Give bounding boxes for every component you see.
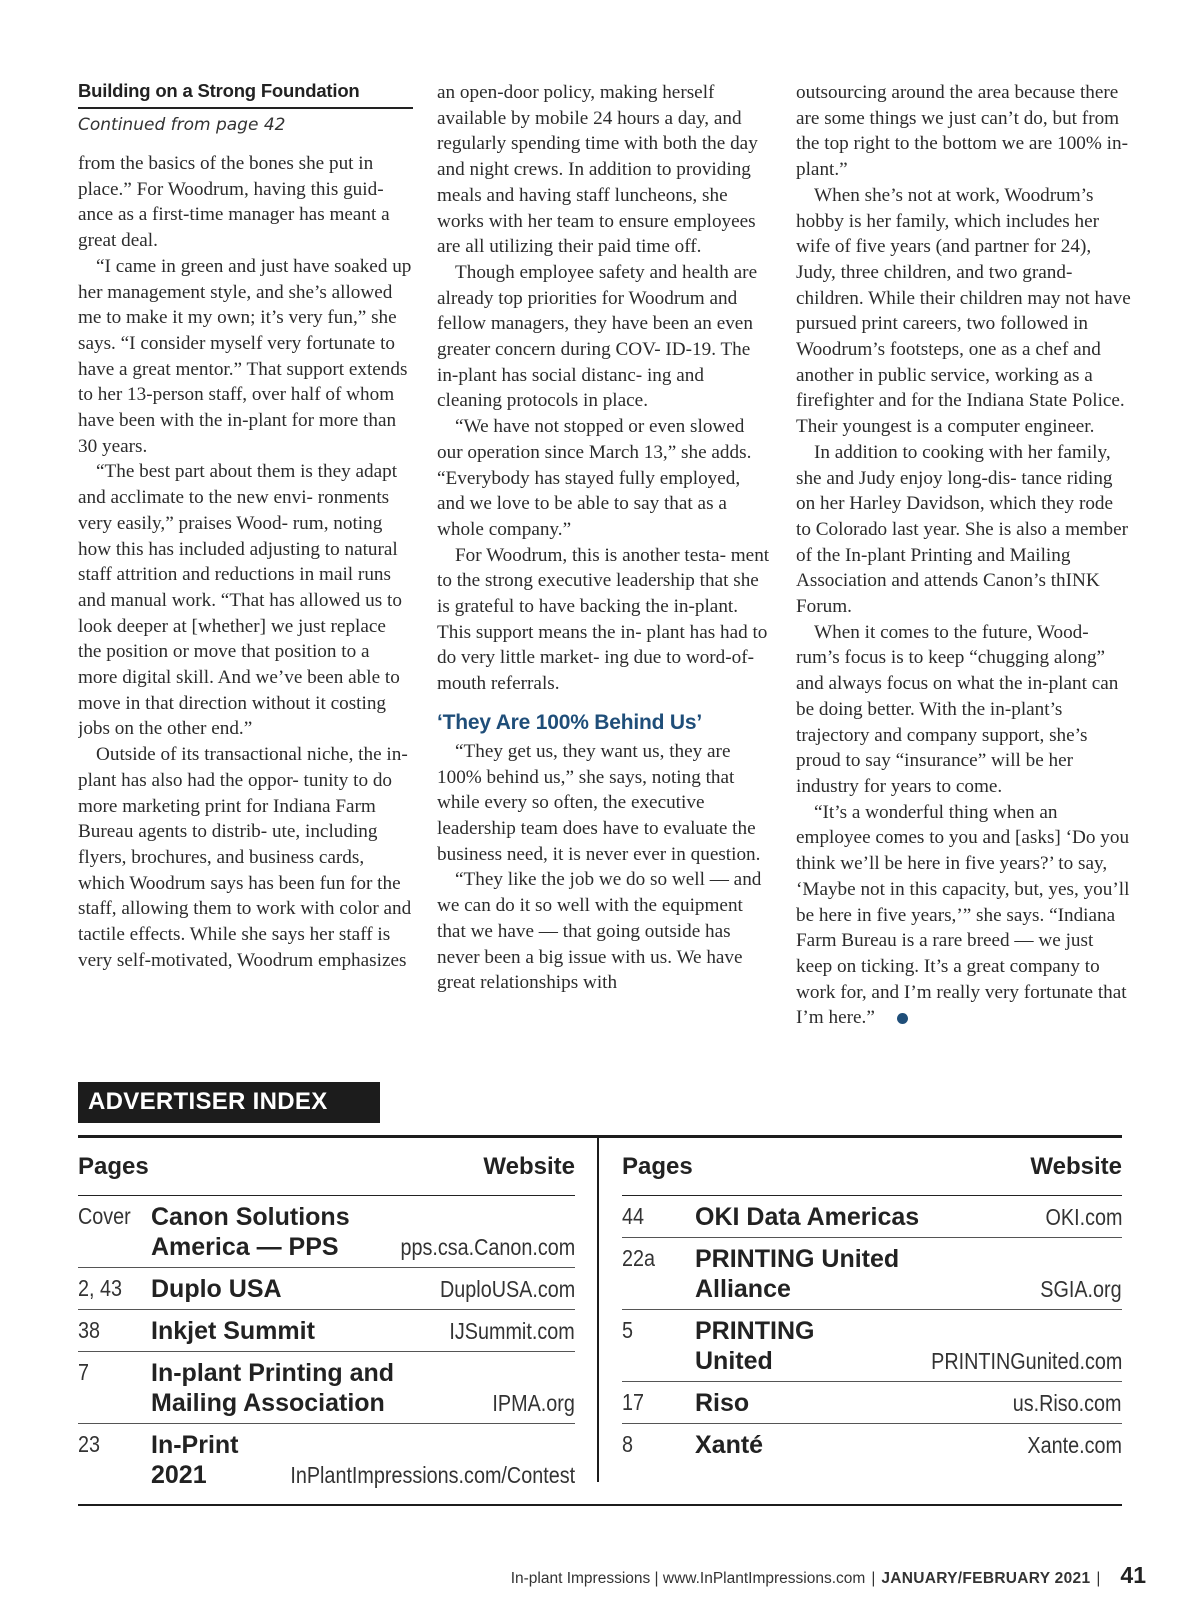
advertiser-name	[151, 1430, 244, 1490]
advertiser-name-line: PRINTING	[695, 1317, 815, 1345]
advertiser-name-line: PRINTING United	[695, 1245, 900, 1273]
article-paragraph: “We have not stopped or even slowed our operation since March 13,” she adds. “Everybody has stayed fully employed, and we love to be able to say that as a whole company.”	[437, 416, 752, 540]
advertiser-row	[622, 1196, 1122, 1238]
advertiser-row	[78, 1310, 575, 1352]
article-column-1	[78, 80, 413, 1055]
advertiser-website-link[interactable]: DuploUSA.com	[439, 1276, 575, 1302]
table-bottom-rule	[78, 1504, 1122, 1506]
advertiser-name	[151, 1202, 372, 1262]
advertiser-row	[622, 1310, 1122, 1382]
article-paragraph: an open-door policy, making herself available by mobile 24 hours a day, and regularly spending time with both the day and night crews. In addition to providing meals and having staff luncheons, she works with her team to ensure employees are all utilizing their paid time off.	[437, 82, 758, 258]
article-subhead: ‘They Are 100% Behind Us’	[437, 710, 702, 734]
advertiser-row	[78, 1352, 575, 1424]
continued-from-note: Continued from page 42	[78, 115, 286, 135]
advertiser-name	[695, 1430, 1012, 1460]
table-header	[622, 1138, 1122, 1196]
article-paragraph: When it comes to the future, Wood- rum’s focus is to keep “chugging along” and always focus on what the in-plant can be doing better. With the in-plant’s trajectory and company support, she’s proud to say “insurance” will be her industry for years to come.	[796, 621, 1119, 797]
article-column-2	[437, 80, 772, 1055]
advertiser-name-line: Duplo USA	[151, 1275, 282, 1303]
advertiser-website-link[interactable]: PRINTINGunited.com	[930, 1348, 1122, 1374]
article-final-text: “It’s a wonderful thing when an employee comes to you and [asks] ‘Do you think we’ll be here in five years?’ to say, ‘Maybe not in this capacity, but, yes, you’ll be here in five years,’” she says. “Indiana Farm Bureau is a rare breed — we just keep on ticking. It’s a great company to work for, and I’m really very fortunate that I’m here.”	[796, 801, 1130, 1029]
advertiser-page: 22a	[622, 1245, 656, 1271]
advertiser-page: 23	[78, 1431, 101, 1457]
footer-publication: In-plant Impressions | www.InPlantImpressions.com	[510, 1570, 866, 1587]
advertiser-page: 7	[78, 1359, 90, 1385]
advertiser-page: Cover	[78, 1203, 131, 1229]
advertiser-website-link[interactable]: SGIA.org	[1040, 1276, 1122, 1302]
article-paragraph: Though employee safety and health are already top priorities for Woodrum and fellow managers, they have been an even greater concern during COV- ID-19. The in-plant has social distanc- ing and cleaning protocols in place.	[437, 261, 758, 412]
advertiser-website-link[interactable]: pps.csa.Canon.com	[400, 1234, 575, 1260]
advertiser-name	[695, 1244, 1027, 1304]
article-paragraph: Outside of its transactional niche, the in-plant has also had the oppor- tunity to do more marketing print for Indiana Farm Bureau agents to distrib- ute, including flyers, brochures, and business cards, which Woodrum says has been fun for the staff, allowing them to work with color and tactile effects. While she says her staff is very self-motivated, Woodrum emphasizes	[78, 744, 412, 971]
header-pages: Pages	[622, 1152, 693, 1180]
article-paragraph	[796, 800, 1131, 1031]
footer-separator: |	[871, 1570, 876, 1587]
advertiser-website-link[interactable]: IJSummit.com	[449, 1318, 575, 1344]
advertiser-name	[151, 1274, 418, 1304]
advertiser-website-link[interactable]: us.Riso.com	[1013, 1390, 1122, 1416]
advertiser-page: 17	[622, 1389, 645, 1415]
article-paragraph: outsourcing around the area because there are some things we just can’t do, but from the top right to the bottom we are 100% in-plant.”	[796, 82, 1128, 181]
advertiser-website-link[interactable]: Xante.com	[1027, 1432, 1122, 1458]
advertiser-name	[695, 1388, 995, 1418]
advertiser-name-line: Canon Solutions	[151, 1203, 350, 1231]
advertiser-name	[151, 1358, 479, 1418]
advertiser-name	[695, 1316, 900, 1376]
advertiser-website-link[interactable]: OKI.com	[1045, 1204, 1122, 1230]
page-number: 41	[1120, 1562, 1146, 1588]
advertiser-page: 44	[622, 1203, 645, 1229]
advertiser-name-line: 2021	[151, 1461, 207, 1489]
advertiser-index-title: ADVERTISER INDEX	[78, 1082, 380, 1123]
advertiser-name-line: In-Print	[151, 1431, 239, 1459]
advertiser-row	[622, 1382, 1122, 1424]
advertiser-rows-right	[622, 1196, 1122, 1465]
advertiser-row	[622, 1424, 1122, 1465]
article-paragraph: In addition to cooking with her family, she and Judy enjoy long-dis- tance riding on her Harley Davidson, which they rode to Colorado last year. She is also a member of the In-plant Printing and Mailing Association and attends Canon’s thINK Forum.	[796, 441, 1128, 618]
advertiser-name-line: United	[695, 1347, 773, 1375]
advertiser-table-left	[78, 1138, 575, 1495]
advertiser-name-line: Inkjet Summit	[151, 1317, 315, 1345]
advertiser-page: 8	[622, 1431, 634, 1457]
article-paragraph: “The best part about them is they adapt and acclimate to the new envi- ronments very easily,” praises Wood- rum, noting how this has included adjusting to natural staff attrition and reductions in mail runs and manual work. “That has allowed us to look deeper at [whether] we just replace the position or move that position to a more digital skill. And we’ve been able to move in that direction without it costing jobs on the other end.”	[78, 461, 402, 740]
page-footer	[511, 1562, 1146, 1589]
advertiser-name	[151, 1316, 429, 1346]
footer-separator: |	[1096, 1570, 1101, 1587]
header-website: Website	[1030, 1152, 1122, 1180]
advertiser-name-line: Riso	[695, 1389, 750, 1417]
advertiser-row	[622, 1238, 1122, 1310]
table-header	[78, 1138, 575, 1196]
advertiser-name-line: In-plant Printing and	[151, 1359, 395, 1387]
advertiser-name	[695, 1202, 1033, 1232]
continued-article-title: Building on a Strong Foundation	[78, 80, 413, 109]
advertiser-row	[78, 1196, 575, 1268]
advertiser-name-line: Mailing Association	[151, 1389, 385, 1417]
article-paragraph: For Woodrum, this is another testa- ment to the strong executive leadership that she is grateful to have backing the in-plant. This support means the in- plant has had to do very little market- ing due to word-of-mouth referrals.	[437, 544, 770, 695]
article-paragraph: from the basics of the bones she put in place.” For Woodrum, having this guid- ance as a first-time manager has meant a great deal.	[78, 153, 390, 252]
advertiser-row	[78, 1268, 575, 1310]
article-paragraph: When she’s not at work, Woodrum’s hobby is her family, which includes her wife of five years (and partner for 24), Judy, three children, and two grand- children. While their children may not have pursued print careers, two followed in Woodrum’s footsteps, one as a chef and another in public service, working as a firefighter and for the Indiana State Police. Their youngest is a computer engineer.	[796, 184, 1131, 438]
advertiser-table-right	[622, 1138, 1122, 1465]
article-column-3	[796, 80, 1131, 1055]
table-column-divider	[597, 1137, 599, 1482]
advertiser-page: 38	[78, 1317, 101, 1343]
advertiser-row	[78, 1424, 575, 1495]
advertiser-name-line: Alliance	[695, 1275, 791, 1303]
advertiser-name-line: OKI Data Americas	[695, 1203, 920, 1231]
header-website: Website	[483, 1152, 575, 1180]
article-paragraph: “They get us, they want us, they are 100% behind us,” she says, noting that while every so often, the executive leadership team does have to evaluate the business need, it is never ever in question.	[437, 740, 761, 865]
end-of-article-bullet-icon	[897, 1013, 908, 1024]
footer-issue-date: JANUARY/FEBRUARY 2021	[881, 1570, 1091, 1587]
advertiser-website-link[interactable]: IPMA.org	[492, 1390, 575, 1416]
advertiser-name-line: America — PPS	[151, 1233, 339, 1261]
advertiser-page: 2, 43	[78, 1275, 122, 1301]
article-paragraph: “They like the job we do so well — and we can do it so well with the equipment that we have — that going outside has never been a big issue with us. We have great relationships with	[437, 869, 762, 994]
header-pages: Pages	[78, 1152, 149, 1180]
advertiser-page: 5	[622, 1317, 634, 1343]
advertiser-name-line: Xanté	[695, 1431, 764, 1459]
article-columns	[78, 80, 1134, 1055]
article-paragraph: “I came in green and just have soaked up her management style, and she’s allowed me to make it my own; it’s very fun,” she says. “I consider myself very fortunate to have a great mentor.” That support extends to her 13-person staff, over half of whom have been with the in-plant for more than 30 years.	[78, 255, 412, 457]
advertiser-website-link[interactable]: InPlantImpressions.com/Contest	[290, 1462, 575, 1488]
advertiser-rows-left	[78, 1196, 575, 1495]
